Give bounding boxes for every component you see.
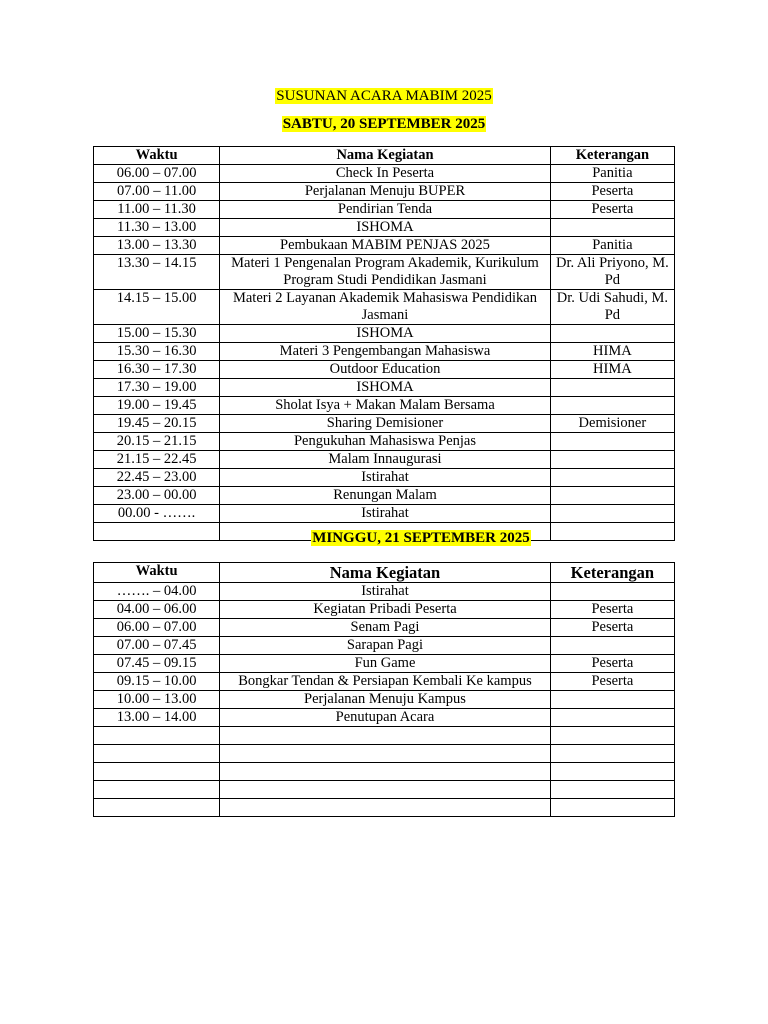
table-row <box>94 451 675 469</box>
cell-keterangan <box>550 781 674 799</box>
cell-keterangan <box>550 379 674 397</box>
table-row <box>94 763 675 781</box>
cell-nama-kegiatan: Senam Pagi <box>220 619 551 637</box>
cell-waktu <box>94 799 220 817</box>
table-header-row <box>94 147 675 165</box>
cell-nama-kegiatan: Kegiatan Pribadi Peserta <box>220 601 551 619</box>
cell-waktu: 06.00 – 07.00 <box>94 165 220 183</box>
cell-waktu <box>94 745 220 763</box>
table-row <box>94 361 675 379</box>
table-row <box>94 219 675 237</box>
cell-nama-kegiatan <box>220 781 551 799</box>
cell-waktu: 19.00 – 19.45 <box>94 397 220 415</box>
table-row <box>94 619 675 637</box>
cell-nama-kegiatan: Sholat Isya + Makan Malam Bersama <box>220 397 551 415</box>
cell-waktu: 16.30 – 17.30 <box>94 361 220 379</box>
cell-nama-kegiatan: ISHOMA <box>220 325 551 343</box>
cell-keterangan: Peserta <box>550 201 674 219</box>
cell-nama-kegiatan: Outdoor Education <box>220 361 551 379</box>
cell-waktu: 20.15 – 21.15 <box>94 433 220 451</box>
table-row <box>94 415 675 433</box>
cell-nama-kegiatan: Pengukuhan Mahasiswa Penjas <box>220 433 551 451</box>
table-row <box>94 709 675 727</box>
page-title <box>0 88 768 105</box>
cell-keterangan <box>550 637 674 655</box>
cell-nama-kegiatan: Istirahat <box>220 583 551 601</box>
table-row <box>94 325 675 343</box>
cell-waktu: 07.00 – 07.45 <box>94 637 220 655</box>
table-row <box>94 469 675 487</box>
cell-keterangan <box>550 799 674 817</box>
table-row <box>94 183 675 201</box>
table-row <box>94 637 675 655</box>
cell-nama-kegiatan: Materi 1 Pengenalan Program Akademik, Kurikulum Program Studi Pendidikan Jasmani <box>220 255 551 290</box>
table-row <box>94 343 675 361</box>
cell-keterangan <box>550 487 674 505</box>
cell-nama-kegiatan: Pembukaan MABIM PENJAS 2025 <box>220 237 551 255</box>
cell-keterangan <box>550 219 674 237</box>
cell-keterangan: Peserta <box>550 183 674 201</box>
table-row <box>94 487 675 505</box>
cell-keterangan: Peserta <box>550 601 674 619</box>
cell-keterangan <box>550 763 674 781</box>
cell-keterangan <box>550 451 674 469</box>
table-row <box>94 781 675 799</box>
table-row <box>94 655 675 673</box>
cell-keterangan: Peserta <box>550 673 674 691</box>
cell-waktu <box>94 763 220 781</box>
cell-waktu: 07.45 – 09.15 <box>94 655 220 673</box>
table-row <box>94 255 675 290</box>
page-title-text: SUSUNAN ACARA MABIM 2025 <box>276 88 492 104</box>
cell-waktu: 23.00 – 00.00 <box>94 487 220 505</box>
cell-waktu: 13.30 – 14.15 <box>94 255 220 290</box>
cell-nama-kegiatan <box>220 763 551 781</box>
table-row <box>94 290 675 325</box>
cell-waktu: 06.00 – 07.00 <box>94 619 220 637</box>
cell-waktu: 15.00 – 15.30 <box>94 325 220 343</box>
cell-keterangan <box>550 727 674 745</box>
cell-waktu: 10.00 – 13.00 <box>94 691 220 709</box>
cell-keterangan <box>550 691 674 709</box>
cell-nama-kegiatan: Pendirian Tenda <box>220 201 551 219</box>
table-header-row <box>94 563 675 583</box>
cell-waktu <box>94 727 220 745</box>
table-row <box>94 583 675 601</box>
cell-waktu: 19.45 – 20.15 <box>94 415 220 433</box>
column-header-waktu: Waktu <box>94 147 220 165</box>
day1-heading <box>0 116 768 133</box>
column-header-nama-kegiatan: Nama Kegiatan <box>220 563 551 583</box>
table-row <box>94 397 675 415</box>
day2-schedule-table <box>93 562 675 817</box>
table-row <box>94 601 675 619</box>
cell-nama-kegiatan: ISHOMA <box>220 219 551 237</box>
table-row <box>94 237 675 255</box>
cell-nama-kegiatan: Perjalanan Menuju BUPER <box>220 183 551 201</box>
day1-schedule-table <box>93 146 675 541</box>
cell-waktu: ……. – 04.00 <box>94 583 220 601</box>
table-row <box>94 379 675 397</box>
column-header-keterangan: Keterangan <box>550 147 674 165</box>
cell-waktu: 11.00 – 11.30 <box>94 201 220 219</box>
cell-keterangan: Demisioner <box>550 415 674 433</box>
cell-waktu: 11.30 – 13.00 <box>94 219 220 237</box>
cell-nama-kegiatan: Renungan Malam <box>220 487 551 505</box>
table-row <box>94 201 675 219</box>
cell-keterangan: Panitia <box>550 237 674 255</box>
cell-nama-kegiatan: Bongkar Tendan & Persiapan Kembali Ke kampus <box>220 673 551 691</box>
cell-nama-kegiatan: Istirahat <box>220 505 551 523</box>
cell-keterangan <box>550 433 674 451</box>
cell-keterangan: HIMA <box>550 361 674 379</box>
cell-keterangan <box>550 397 674 415</box>
cell-waktu: 04.00 – 06.00 <box>94 601 220 619</box>
table-row <box>94 433 675 451</box>
cell-keterangan: Dr. Udi Sahudi, M. Pd <box>550 290 674 325</box>
cell-nama-kegiatan: Malam Innaugurasi <box>220 451 551 469</box>
cell-keterangan: Peserta <box>550 619 674 637</box>
table-row <box>94 727 675 745</box>
cell-waktu: 13.00 – 14.00 <box>94 709 220 727</box>
cell-keterangan <box>550 469 674 487</box>
cell-nama-kegiatan: ISHOMA <box>220 379 551 397</box>
table-row <box>94 673 675 691</box>
cell-waktu: 21.15 – 22.45 <box>94 451 220 469</box>
cell-nama-kegiatan: Penutupan Acara <box>220 709 551 727</box>
cell-nama-kegiatan: Materi 2 Layanan Akademik Mahasiswa Pendidikan Jasmani <box>220 290 551 325</box>
column-header-waktu: Waktu <box>94 563 220 583</box>
cell-waktu: 09.15 – 10.00 <box>94 673 220 691</box>
cell-keterangan: HIMA <box>550 343 674 361</box>
cell-keterangan <box>550 745 674 763</box>
cell-nama-kegiatan: Sharing Demisioner <box>220 415 551 433</box>
cell-waktu: 15.30 – 16.30 <box>94 343 220 361</box>
day2-heading-text: MINGGU, 21 SEPTEMBER 2025 <box>312 530 530 546</box>
table-row <box>94 745 675 763</box>
column-header-nama-kegiatan: Nama Kegiatan <box>220 147 551 165</box>
cell-keterangan <box>550 583 674 601</box>
day1-heading-text: SABTU, 20 SEPTEMBER 2025 <box>282 116 486 132</box>
table-row <box>94 505 675 523</box>
cell-waktu: 14.15 – 15.00 <box>94 290 220 325</box>
cell-nama-kegiatan: Perjalanan Menuju Kampus <box>220 691 551 709</box>
cell-nama-kegiatan: Check In Peserta <box>220 165 551 183</box>
cell-keterangan: Panitia <box>550 165 674 183</box>
cell-waktu: 07.00 – 11.00 <box>94 183 220 201</box>
cell-keterangan: Dr. Ali Priyono, M. Pd <box>550 255 674 290</box>
day2-heading <box>37 530 768 547</box>
cell-nama-kegiatan: Materi 3 Pengembangan Mahasiswa <box>220 343 551 361</box>
cell-nama-kegiatan: Istirahat <box>220 469 551 487</box>
cell-waktu: 22.45 – 23.00 <box>94 469 220 487</box>
cell-nama-kegiatan <box>220 799 551 817</box>
cell-nama-kegiatan <box>220 727 551 745</box>
cell-waktu: 00.00 - ……. <box>94 505 220 523</box>
cell-waktu: 17.30 – 19.00 <box>94 379 220 397</box>
cell-keterangan: Peserta <box>550 655 674 673</box>
cell-keterangan <box>550 325 674 343</box>
cell-nama-kegiatan <box>220 745 551 763</box>
cell-keterangan <box>550 709 674 727</box>
cell-keterangan <box>550 505 674 523</box>
cell-waktu: 13.00 – 13.30 <box>94 237 220 255</box>
column-header-keterangan: Keterangan <box>550 563 674 583</box>
table-row <box>94 691 675 709</box>
cell-nama-kegiatan: Fun Game <box>220 655 551 673</box>
table-row <box>94 799 675 817</box>
cell-nama-kegiatan: Sarapan Pagi <box>220 637 551 655</box>
table-row <box>94 165 675 183</box>
cell-waktu <box>94 781 220 799</box>
